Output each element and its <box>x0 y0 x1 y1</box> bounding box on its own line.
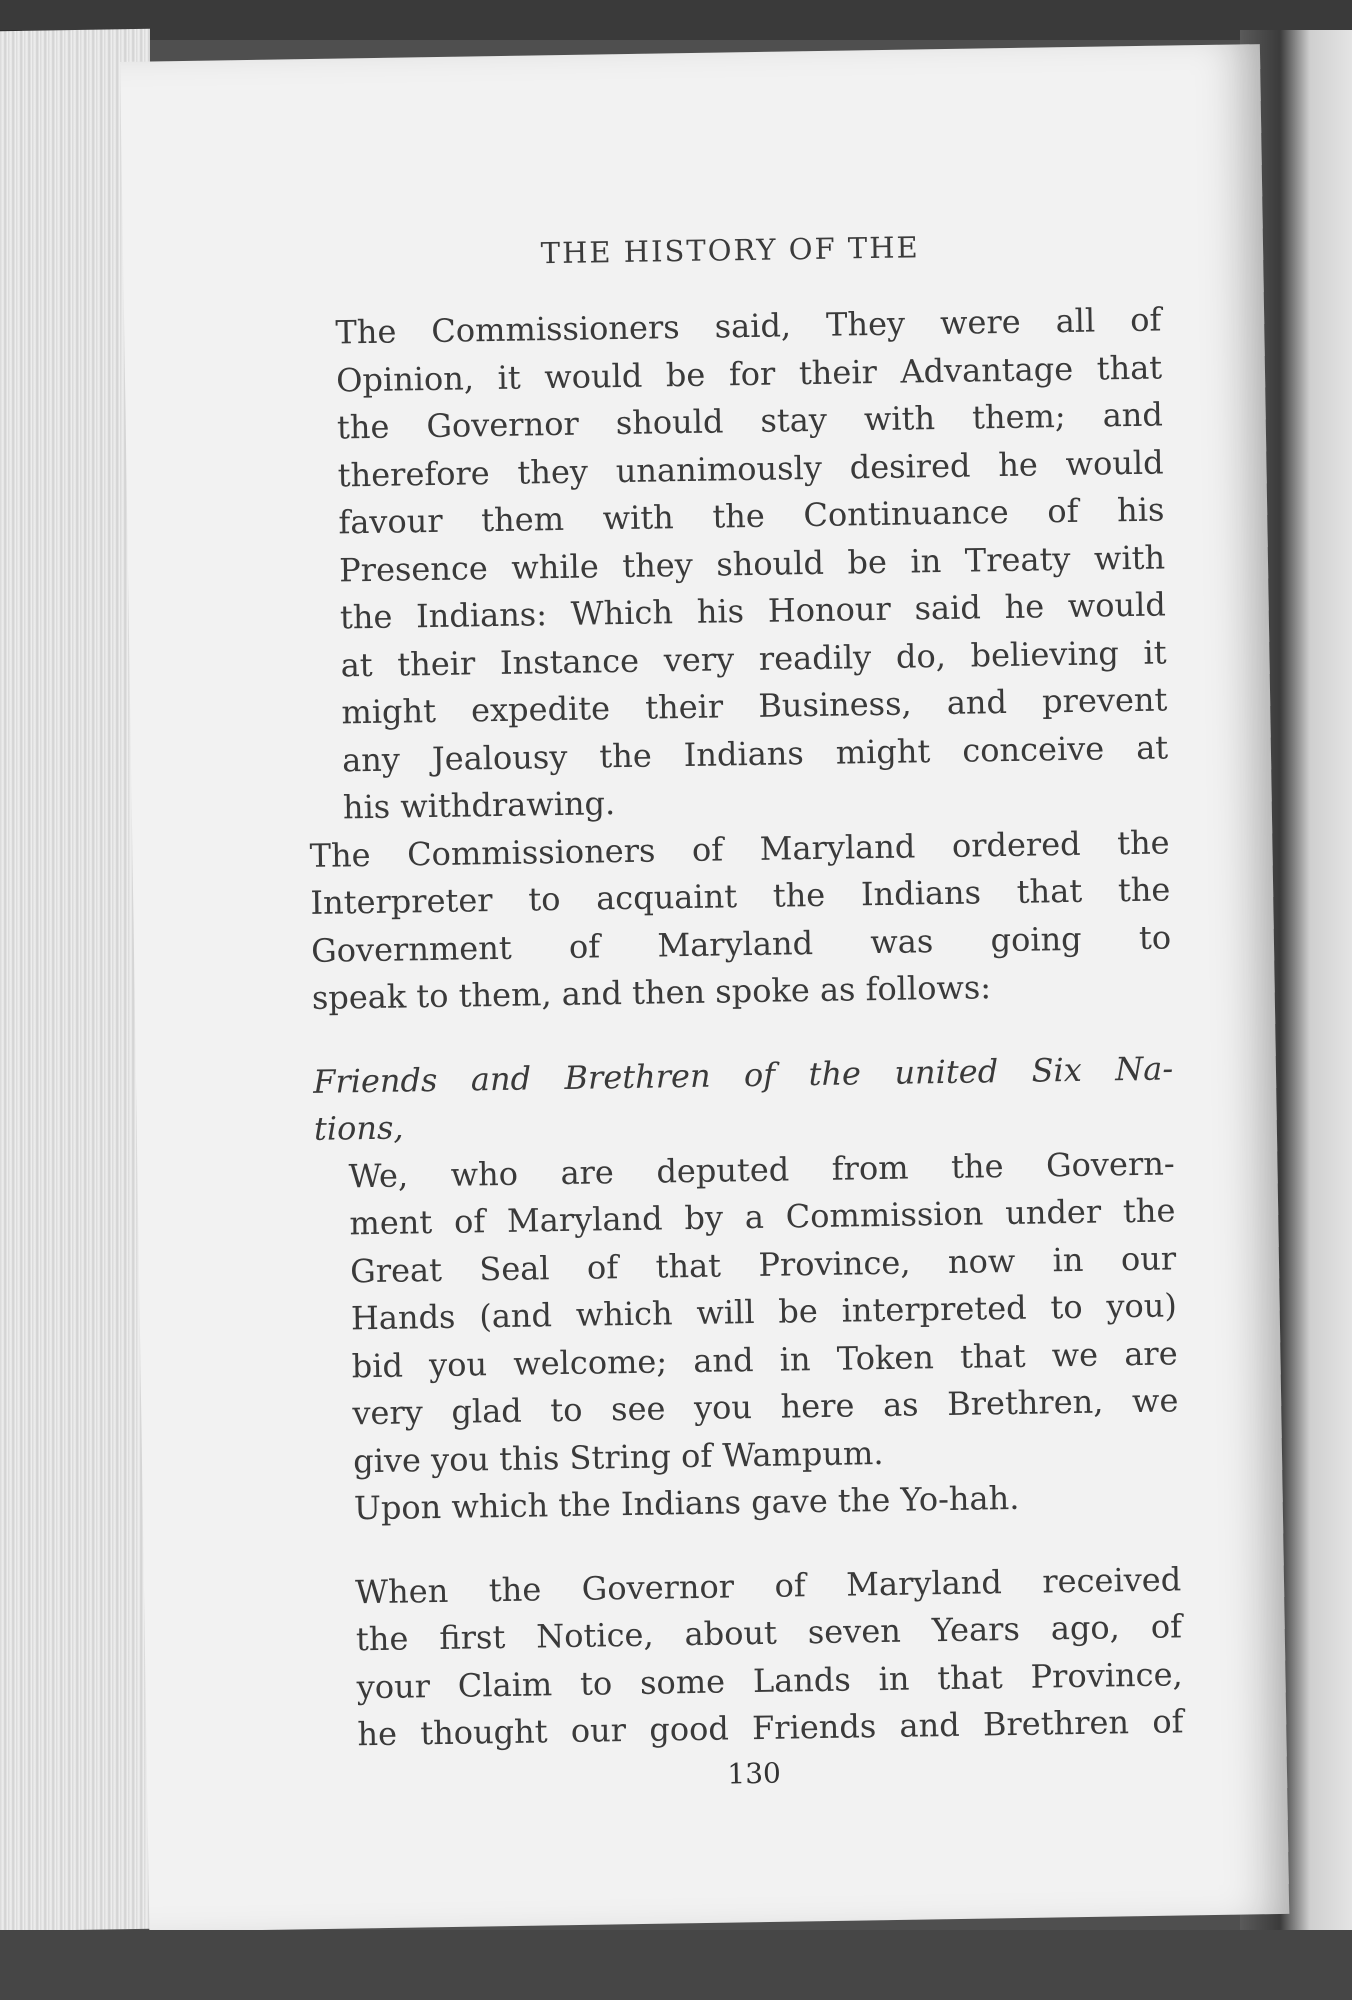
text-line: speak to them, and then spoke as follows: <box>311 968 992 1017</box>
paragraph-interpreter <box>309 819 1172 1022</box>
paragraph-governor <box>321 1556 1184 1759</box>
text-line: Great Seal of that Province, now in our <box>349 1238 1177 1290</box>
text-line: Opinion, it would be for their Advantage that <box>335 347 1163 399</box>
running-head: THE HISTORY OF THE <box>540 230 920 271</box>
text-line: favour them with the Continuance of his <box>338 490 1165 542</box>
text-line: We, who are deputed from the Govern- <box>348 1143 1175 1195</box>
text-line: Government of Maryland was going to <box>310 917 1172 970</box>
salutation <box>313 1045 1174 1153</box>
page-text <box>300 226 1184 1796</box>
text-line: Interpreter to acquaint the Indians that the <box>310 870 1171 922</box>
text-line: might expedite their Business, and prevent <box>341 680 1168 732</box>
text-line: Upon which the Indians gave the Yo-hah. <box>353 1478 1020 1528</box>
background-top <box>0 0 1352 40</box>
text-line: When the Governor of Maryland received <box>354 1559 1182 1611</box>
text-line: give you this String of Wampum. <box>352 1433 884 1480</box>
text-line: ment of Maryland by a Commission under the <box>349 1191 1176 1243</box>
text-line: Friends and Brethren of the united Six Na- <box>312 1048 1174 1101</box>
text-line: The Commissioners of Maryland ordered the <box>309 822 1170 875</box>
text-line: The Commissioners said, They were all of <box>335 300 1162 352</box>
text-line: he thought our good Friends and Brethren of <box>357 1702 1184 1754</box>
text-line: bid you welcome; and in Token that we are <box>351 1333 1178 1385</box>
text-line: very glad to see you here as Brethren, we <box>352 1381 1179 1433</box>
text-line: your Claim to some Lands in that Province, <box>356 1654 1183 1706</box>
text-line: Presence while they should be in Treaty with <box>338 537 1166 589</box>
text-line: the first Notice, about seven Years ago, of <box>355 1607 1183 1659</box>
text-line: any Jealousy the Indians might conceive at <box>341 727 1169 779</box>
paragraph-commissioners <box>301 296 1169 832</box>
background-bottom <box>0 1930 1352 2000</box>
text-line: tions, <box>313 1108 404 1148</box>
text-line: the Governor should stay with them; and <box>336 395 1164 447</box>
page-number: 130 <box>727 1756 782 1790</box>
text-line: at their Instance very readily do, believing it <box>340 632 1167 684</box>
paragraph-welcome <box>314 1140 1179 1486</box>
text-line: the Indians: Which his Honour said he would <box>339 585 1167 637</box>
text-line: Hands (and which will be interpreted to you) <box>350 1286 1178 1338</box>
text-line: his withdrawing. <box>342 784 616 827</box>
text-line: therefore they unanimously desired he would <box>337 442 1164 494</box>
